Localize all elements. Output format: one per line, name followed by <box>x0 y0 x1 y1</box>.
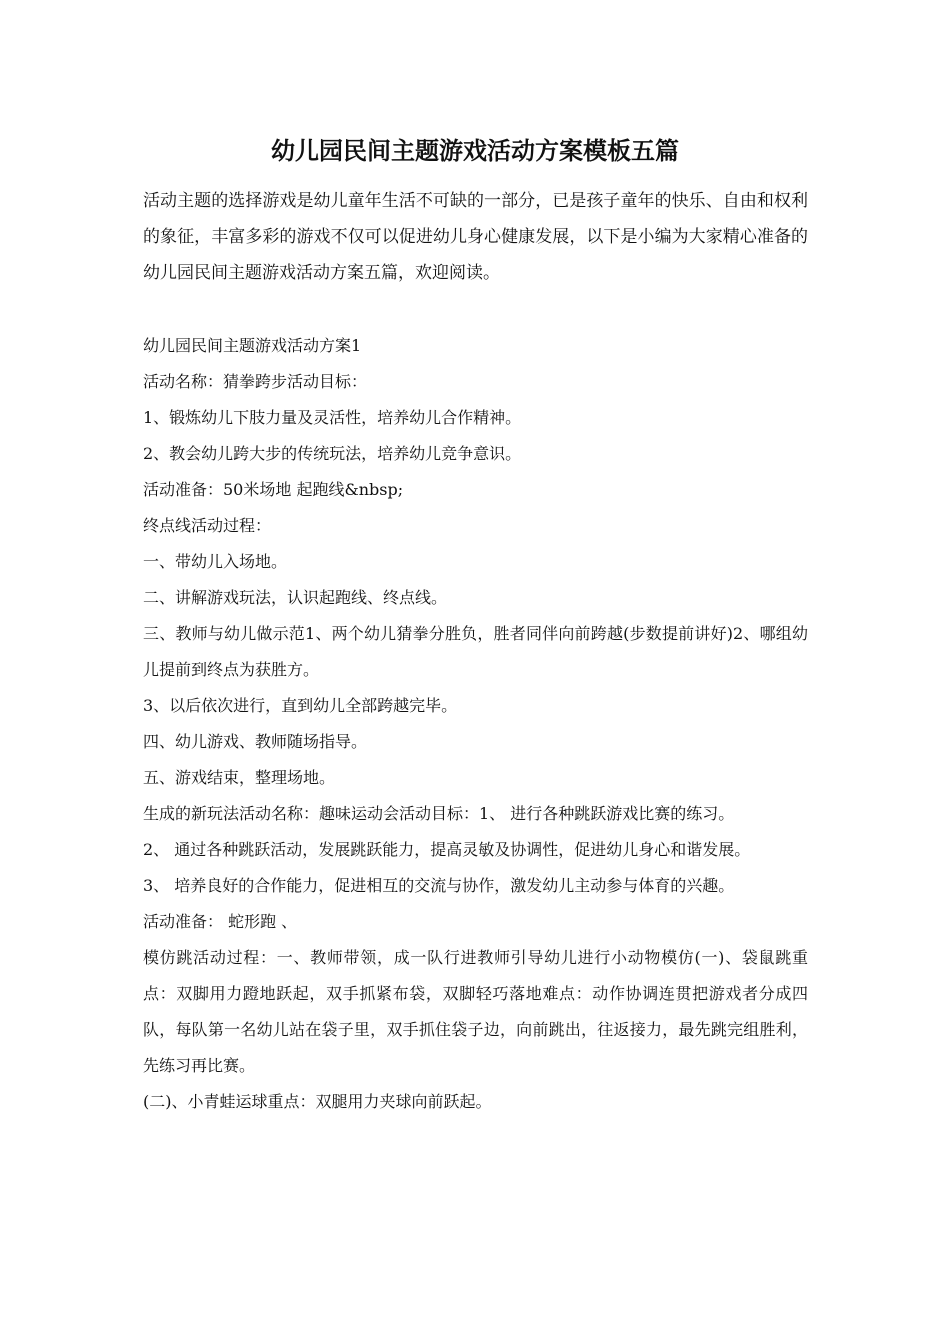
section-heading: 幼儿园民间主题游戏活动方案1 <box>143 336 362 355</box>
body-paragraph: 活动准备： 蛇形跑 、 <box>143 912 298 931</box>
document-body <box>143 328 808 1120</box>
body-paragraph: 生成的新玩法活动名称：趣味运动会活动目标：1、 进行各种跳跃游戏比赛的练习。 <box>143 804 735 823</box>
body-paragraph: 二、讲解游戏玩法，认识起跑线、终点线。 <box>143 588 448 607</box>
body-paragraph: 2、教会幼儿跨大步的传统玩法，培养幼儿竞争意识。 <box>143 444 522 463</box>
body-paragraph: 五、游戏结束，整理场地。 <box>143 768 336 787</box>
body-paragraph: 1、锻炼幼儿下肢力量及灵活性，培养幼儿合作精神。 <box>143 408 522 427</box>
body-paragraph: 模仿跳活动过程：一、教师带领，成一队行进教师引导幼儿进行小动物模仿(一)、袋鼠跳重点：双脚用力蹬地跃起，双手抓紧布袋，双脚轻巧落地难点：动作协调连贯把游戏者分成四队，每队第一名幼儿站在袋子里，双手抓住袋子边，向前跳出，往返接力，最先跳完组胜利，先练习再比赛。 <box>143 948 808 1075</box>
body-paragraph: 四、幼儿游戏、教师随场指导。 <box>143 732 368 751</box>
intro-paragraph: 活动主题的选择游戏是幼儿童年生活不可缺的一部分，已是孩子童年的快乐、自由和权利的象征，丰富多彩的游戏不仅可以促进幼儿身心健康发展，以下是小编为大家精心准备的幼儿园民间主题游戏活动方案五篇，欢迎阅读。 <box>143 191 808 283</box>
body-paragraph: 3、以后依次进行，直到幼儿全部跨越完毕。 <box>143 696 458 715</box>
body-paragraph: (二)、小青蛙运球重点：双腿用力夹球向前跃起。 <box>143 1092 492 1111</box>
body-paragraph: 3、 培养良好的合作能力，促进相互的交流与协作，激发幼儿主动参与体育的兴趣。 <box>143 876 735 895</box>
body-paragraph: 一、带幼儿入场地。 <box>143 552 288 571</box>
body-paragraph: 终点线活动过程： <box>143 516 272 535</box>
body-paragraph: 2、 通过各种跳跃活动，发展跳跃能力，提高灵敏及协调性，促进幼儿身心和谐发展。 <box>143 840 751 859</box>
document-title: 幼儿园民间主题游戏活动方案模板五篇 <box>271 136 679 165</box>
body-paragraph: 三、教师与幼儿做示范1、两个幼儿猜拳分胜负，胜者同伴向前跨越(步数提前讲好)2、哪组幼儿提前到终点为获胜方。 <box>143 624 808 679</box>
body-paragraph: 活动名称：猜拳跨步活动目标： <box>143 372 368 391</box>
body-paragraph: 活动准备：50米场地 起跑线&nbsp; <box>143 480 404 499</box>
